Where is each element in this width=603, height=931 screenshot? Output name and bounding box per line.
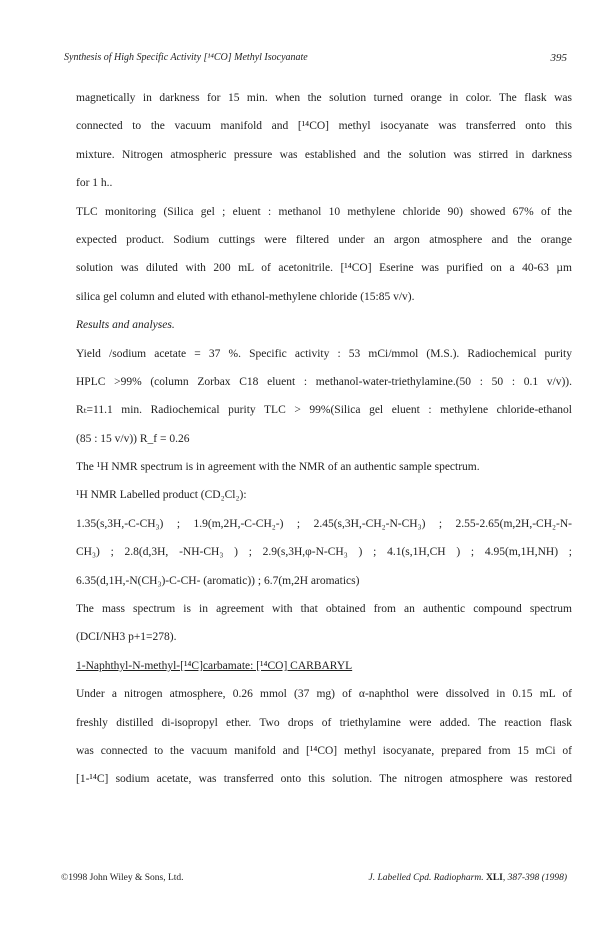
page-footer — [61, 873, 567, 883]
text-line: solution was diluted with 200 mL of acetonitrile. [¹⁴CO] Eserine was purified on a 40-63 µm — [76, 262, 572, 275]
text-line: (DCI/NH3 p+1=278). — [76, 631, 177, 644]
text-line: 1.35(s,3H,-C-CH₃) ; 1.9(m,2H,-C-CH₂-) ; 2.45(s,3H,-CH₂-N-CH₃) ; 2.55-2.65(m,2H,-CH₂-N- — [76, 517, 572, 530]
text-line: expected product. Sodium cuttings were filtered under an argon atmosphere and the orange — [76, 233, 572, 246]
page-number: 395 — [550, 52, 567, 64]
body-text — [76, 84, 572, 794]
text-line: mixture. Nitrogen atmospheric pressure was established and the solution was stirred in darkness — [76, 148, 572, 161]
journal-pages-year: , 387-398 (1998) — [502, 873, 567, 883]
text-line: for 1 h.. — [76, 177, 113, 190]
text-line: 6.35(d,1H,-N(CH₃)-C-CH- (aromatic)) ; 6.7(m,2H aromatics) — [76, 574, 360, 587]
journal-citation — [369, 873, 567, 883]
text-line: connected to the vacuum manifold and [¹⁴CO] methyl isocyanate was transferred onto this — [76, 120, 572, 133]
text-line: ¹H NMR Labelled product (CD₂Cl₂): — [76, 489, 247, 502]
text-line: [1-¹⁴C] sodium acetate, was transferred onto this solution. The nitrogen atmosphere was restored — [76, 773, 572, 786]
text-line: The ¹H NMR spectrum is in agreement with the NMR of an authentic sample spectrum. — [76, 461, 480, 474]
text-line: Under a nitrogen atmosphere, 0.26 mmol (37 mg) of α-naphthol were dissolved in 0.15 mL of — [76, 688, 572, 701]
text-line: Yield /sodium acetate = 37 %. Specific activity : 53 mCi/mmol (M.S.). Radiochemical purity — [76, 347, 572, 360]
text-line: silica gel column and eluted with ethanol-methylene chloride (15:85 v/v). — [76, 290, 415, 303]
text-line: CH₃) ; 2.8(d,3H, -NH-CH₃ ) ; 2.9(s,3H,φ-N-CH₃ ) ; 4.1(s,1H,CH ) ; 4.95(m,1H,NH) ; — [76, 546, 572, 559]
text-line: Rₜ=11.1 min. Radiochemical purity TLC > 99%(Silica gel eluent : methylene chloride-ethanol — [76, 404, 572, 417]
compound-title: 1-Naphthyl-N-methyl-[¹⁴C]carbamate: [¹⁴CO] CARBARYL — [76, 659, 353, 672]
running-header — [64, 52, 567, 63]
text-line: magnetically in darkness for 15 min. when the solution turned orange in color. The flask was — [76, 92, 572, 104]
text-line: was connected to the vacuum manifold and [¹⁴CO] methyl isocyanate, prepared from 15 mCi of — [76, 744, 572, 757]
copyright-notice: ©1998 John Wiley & Sons, Ltd. — [61, 873, 184, 883]
section-heading: Results and analyses. — [76, 319, 175, 332]
text-line: (85 : 15 v/v)) R_f = 0.26 — [76, 432, 190, 445]
text-line: The mass spectrum is in agreement with that obtained from an authentic compound spectrum — [76, 603, 572, 616]
text-line: TLC monitoring (Silica gel ; eluent : methanol 10 methylene chloride 90) showed 67% of the — [76, 205, 572, 218]
running-title: Synthesis of High Specific Activity [¹⁴CO] Methyl Isocyanate — [64, 52, 308, 63]
journal-name: J. Labelled Cpd. Radiopharm. — [368, 873, 484, 883]
text-line: freshly distilled di-isopropyl ether. Two drops of triethylamine were added. The reaction flask — [76, 716, 572, 729]
text-line: HPLC >99% (column Zorbax C18 eluent : methanol-water-triethylamine.(50 : 50 : 0.1 v/v)). — [76, 375, 572, 388]
journal-volume: XLI — [485, 873, 503, 883]
